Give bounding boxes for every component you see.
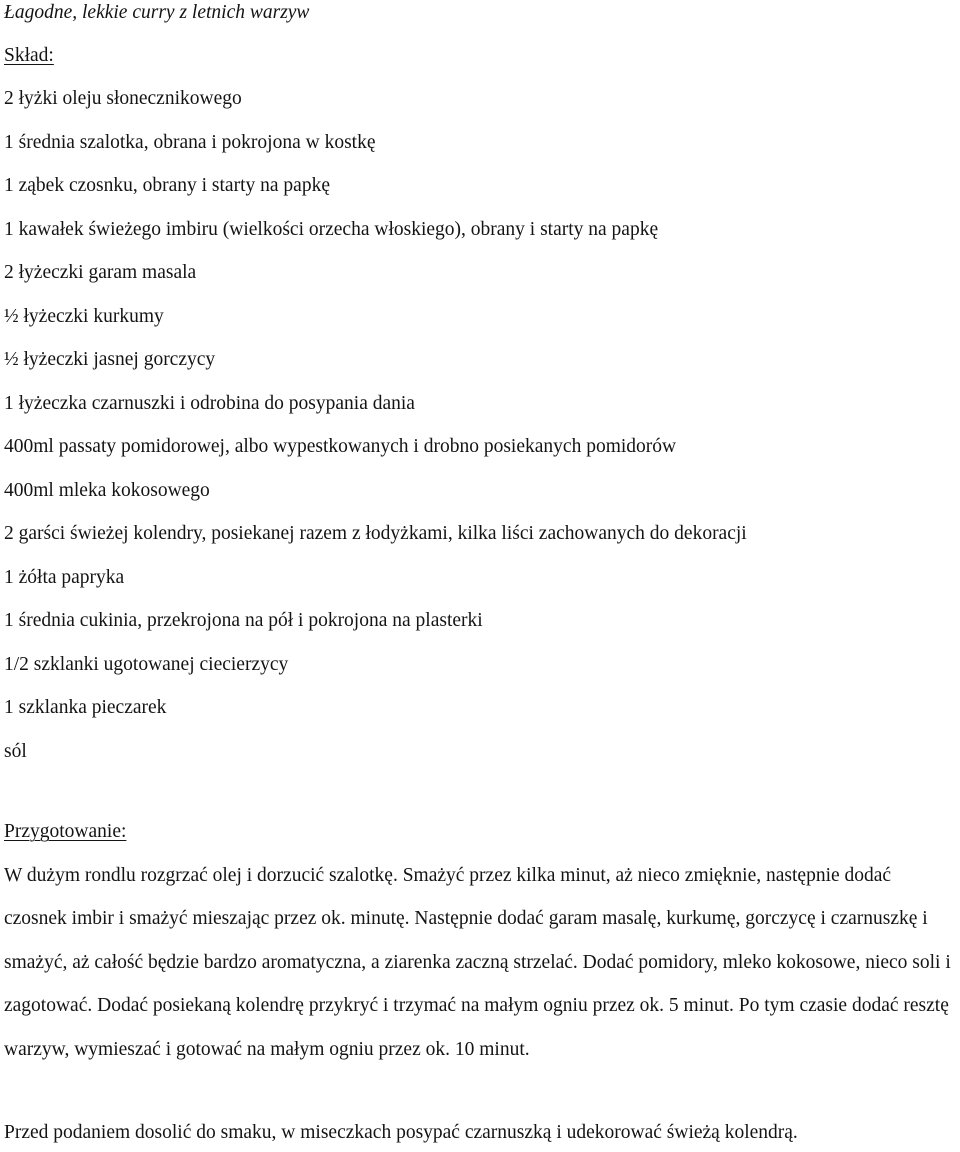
ingredient-item: 1/2 szklanki ugotowanej ciecierzycy	[4, 653, 289, 675]
serving-paragraph: Przed podaniem dosolić do smaku, w miseczkach posypać czarnuszką i udekorować świeżą kolendrą.	[4, 1122, 798, 1143]
preparation-heading: Przygotowanie:	[4, 821, 127, 842]
ingredient-item: 2 łyżki oleju słonecznikowego	[4, 88, 242, 109]
ingredients-heading: Skład:	[4, 45, 54, 66]
ingredient-item: sól	[4, 740, 27, 762]
ingredient-item: 1 kawałek świeżego imbiru (wielkości orzecha włoskiego), obrany i starty na papkę	[4, 218, 659, 240]
ingredients-list	[4, 86, 747, 782]
ingredient-item: 1 średnia cukinia, przekrojona na pół i pokrojona na plasterki	[4, 610, 483, 631]
ingredient-item: 400ml mleka kokosowego	[4, 479, 210, 501]
ingredient-item: ½ łyżeczki jasnej gorczycy	[4, 349, 216, 370]
recipe-title: Łagodne, lekkie curry z letnich warzyw	[4, 2, 310, 23]
ingredient-item: 1 żółta papryka	[4, 566, 125, 588]
ingredient-item: 2 garści świeżej kolendry, posiekanej razem z łodyżkami, kilka liści zachowanych do dekoracji	[4, 523, 747, 544]
ingredient-item: 1 łyżeczka czarnuszki i odrobina do posypania dania	[4, 392, 415, 414]
preparation-paragraph: W dużym rondlu rozgrzać olej i dorzucić szalotkę. Smażyć przez kilka minut, aż nieco zmięknie, następnie dodać czosnek imbir i smażyć mieszając przez ok. minutę. Następnie dodać garam masalę, kurkumę, gorczycę i czarnuszkę i smażyć, aż całość będzie bardzo aromatyczna, a ziarenka zaczną strzelać. Dodać pomidory, mleko kokosowe, nieco soli i zagotować. Dodać posiekaną kolendrę przykryć i trzymać na małym ogniu przez ok. 5 minut. Po tym czasie dodać resztę warzyw, wymieszać i gotować na małym ogniu przez ok. 10 minut.	[4, 865, 951, 1060]
ingredient-item: 400ml passaty pomidorowej, albo wypestkowanych i drobno posiekanych pomidorów	[4, 436, 677, 457]
ingredient-item: 1 średnia szalotka, obrana i pokrojona w kostkę	[4, 131, 376, 153]
ingredient-item: 1 ząbek czosnku, obrany i starty na papkę	[4, 175, 330, 196]
ingredient-item: 1 szklanka pieczarek	[4, 697, 167, 718]
ingredient-item: ½ łyżeczki kurkumy	[4, 305, 164, 327]
ingredient-item: 2 łyżeczki garam masala	[4, 262, 197, 283]
